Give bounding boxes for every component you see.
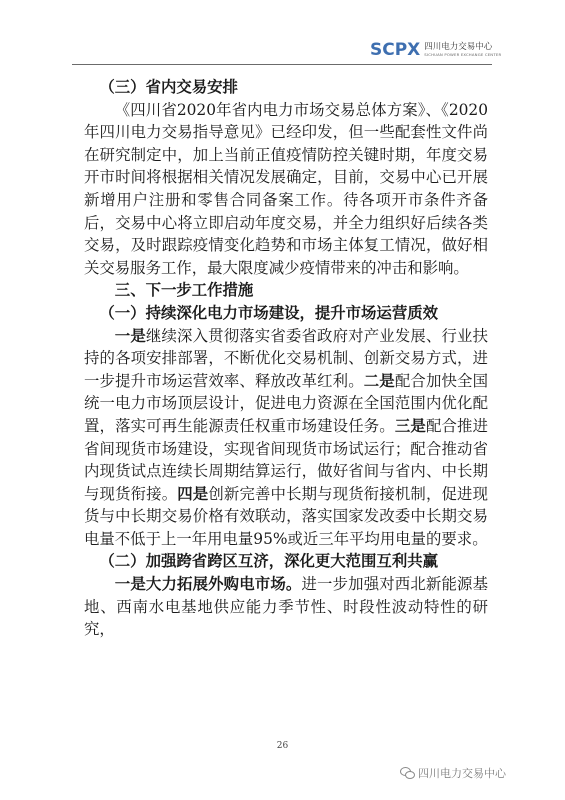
section-heading-provincial-trading: （三）省内交易安排 [99,78,238,96]
page-number: 26 [276,741,289,751]
wechat-icon [400,767,414,779]
logo-text [424,43,501,57]
header-logo [370,40,501,60]
wechat-watermark [400,765,506,781]
text-external-power: 进一步加强对西北新能源基地、西南水电基地供应能力季节性、时段性波动特性的研究， [84,575,488,639]
logo-mark: SCPX [370,40,421,60]
keyword-fourth: 四是 [177,484,209,503]
text-second: 配合加快全国统一电力市场顶层设计，促进电力资源在全国范围内优化配置，落实可再生能源责任权重市场建设任务。 [84,371,488,435]
logo-chinese-name: 四川电力交易中心 [424,41,493,52]
keyword-first: 一是 [114,326,146,345]
watermark-text: 四川电力交易中心 [418,767,506,780]
text-fourth: 创新完善中长期与现货衔接机制，促进现货与中长期交易价格有效联动，落实国家发改委中长期交易电量不低于上一年用电量95%或近三年平均用电量的要求。 [84,484,488,548]
paragraph-market-building [84,325,488,551]
text-third: 配合推进省间现货市场建设，实现省间现货市场试运行；配合推动省内现货试点连续长周期结算运行，做好省间与省内、中长期与现货衔接。 [84,416,488,503]
keyword-third: 三是 [394,416,426,435]
paragraph-provincial-trading: 《四川省2020年省内电力市场交易总体方案》、《2020年四川电力交易指导意见》已经印发，但一些配套性文件尚在研究制定中，加上当前正值疫情防控关键时期，年度交易开市时间将根据相关情况发展确定，目前，交易中心已开展新增用户注册和零售合同备案工作。待各项开市条件齐备后，交易中心将立即启动年度交易，并全力组织好后续各类交易，及时跟踪疫情变化趋势和市场主体复工情况，做好相关交易服务工作，最大限度减少疫情带来的冲击和影响。 [84,100,488,277]
paragraph-cross-region [84,573,488,641]
section-heading-next-steps: 三、下一步工作措施 [114,281,254,300]
document-body [84,76,488,641]
logo-english-name: SICHUAN POWER EXCHANGE CENTER [424,52,502,58]
header-divider [72,64,492,65]
subsection-heading-cross-region: （二）加强跨省跨区互济，深化更大范围互利共赢 [99,552,438,571]
keyword-second: 二是 [363,371,395,390]
text-first: 继续深入贯彻落实省委省政府对产业发展、行业扶持的各项安排部署，不断优化交易机制、创新交易方式，进一步提升市场运营效率、释放改革红利。 [84,326,488,390]
keyword-external-power: 一是大力拓展外购电市场。 [114,575,302,594]
subsection-heading-market-building: （一）持续深化电力市场建设，提升市场运营质效 [99,303,438,322]
